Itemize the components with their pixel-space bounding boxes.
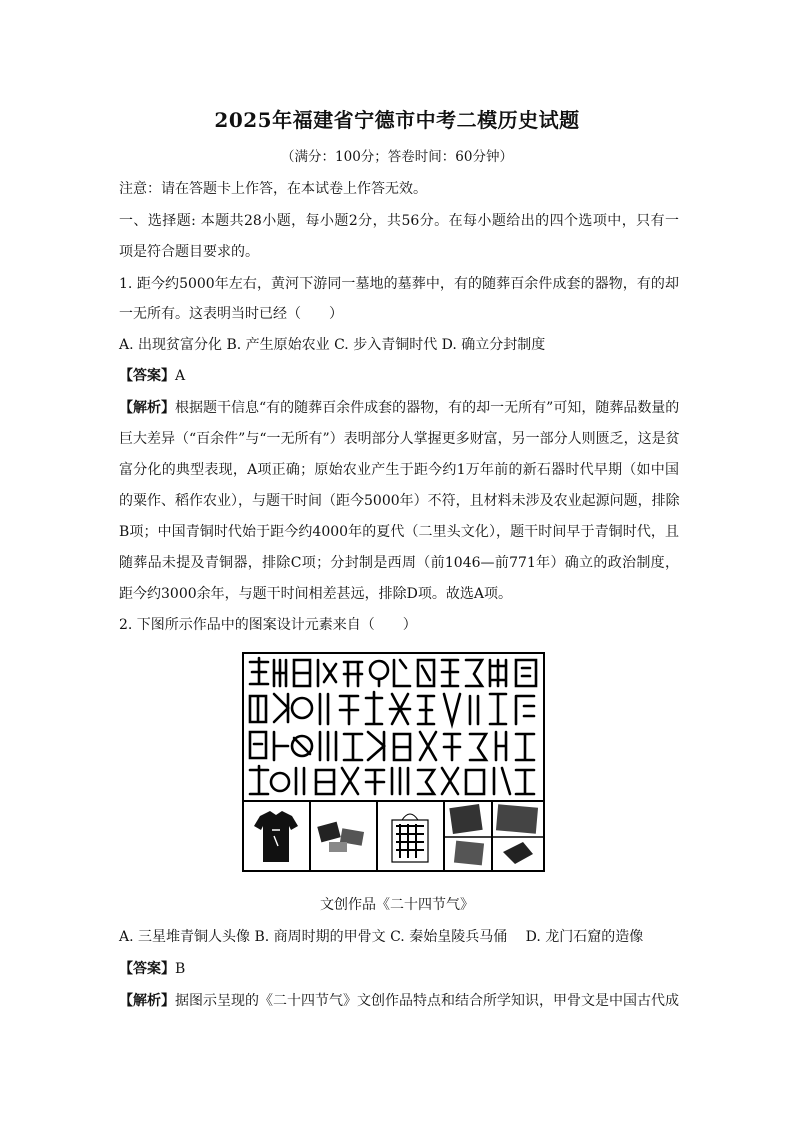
product-thumbnails <box>244 800 543 872</box>
stationery-product-image <box>311 802 378 872</box>
q1-analysis-line: 富分化的典型表现，A项正确；原始农业产生于距今约1万年前的新石器时代早期（如中国 <box>119 462 679 478</box>
notebook-product-image <box>445 802 493 872</box>
q2-stem: 2. 下图所示作品中的图案设计元素来自（ ） <box>119 617 417 633</box>
q1-analysis-line: 随葬品未提及青铜器，排除C项；分封制是西周（前1046—前771年）确立的政治制度， <box>119 555 679 571</box>
q2-options: A. 三星堆青铜人头像 B. 商周时期的甲骨文 C. 秦始皇陵兵马俑 D. 龙门石窟的造像 <box>119 929 644 945</box>
oracle-bone-glyph-pattern <box>244 654 543 800</box>
page-title: 2025年福建省宁德市中考二模历史试题 <box>214 108 580 132</box>
tshirt-product-image <box>244 802 311 872</box>
oracle-bone-artwork-figure <box>242 652 545 872</box>
q1-stem-line-2: 一无所有。这表明当时已经（ ） <box>119 306 343 322</box>
q1-answer <box>119 365 679 385</box>
answer-value: B <box>175 961 186 977</box>
q1-analysis-line: 巨大差异（“百余件”与“一无所有”）表明部分人掌握更多财富，另一部分人则匮乏，这是贫 <box>119 431 680 447</box>
section-heading-line-2: 项是符合题目要求的。 <box>119 244 259 260</box>
answer-value: A <box>175 368 186 384</box>
notice: 注意：请在答题卡上作答，在本试卷上作答无效。 <box>119 181 427 197</box>
q1-options: A. 出现贫富分化 B. 产生原始农业 C. 步入青铜时代 D. 确立分封制度 <box>119 337 546 353</box>
q2-analysis-line: 【解析】据图示呈现的《二十四节气》文创作品特点和结合所学知识，甲骨文是中国古代成 <box>119 993 679 1009</box>
q1-analysis-line: B项；中国青铜时代始于距今约4000年的夏代（二里头文化），题干时间早于青铜时代，且 <box>119 524 679 540</box>
q1-stem-line-1: 1. 距今约5000年左右，黄河下游同一墓地的墓葬中，有的随葬百余件成套的器物，有的却 <box>119 276 679 292</box>
card-product-image <box>493 802 543 872</box>
analysis-label: 【解析】 <box>119 993 175 1009</box>
figure-caption: 文创作品《二十四节气》 <box>320 897 474 913</box>
answer-label: 【答案】 <box>119 961 175 977</box>
section-heading-line-1: 一、选择题: 本题共28小题，每小题2分，共56分。在每小题给出的四个选项中，只有一 <box>119 213 679 229</box>
q2-answer <box>119 958 679 978</box>
q1-analysis-line: 【解析】根据题干信息“有的随葬百余件成套的器物，有的却一无所有”可知，随葬品数量的 <box>119 400 680 416</box>
answer-label: 【答案】 <box>119 368 175 384</box>
analysis-label: 【解析】 <box>119 400 175 416</box>
exam-info: （满分：100分；答卷时间：60分钟） <box>281 149 513 165</box>
q1-analysis-line: 距今约3000余年，与题干时间相差甚远，排除D项。故选A项。 <box>119 586 512 602</box>
tote-bag-product-image <box>378 802 445 872</box>
q1-analysis-line: 的粟作、稻作农业），与题干时间（距今5000年）不符，且材料未涉及农业起源问题，排除 <box>119 493 680 509</box>
